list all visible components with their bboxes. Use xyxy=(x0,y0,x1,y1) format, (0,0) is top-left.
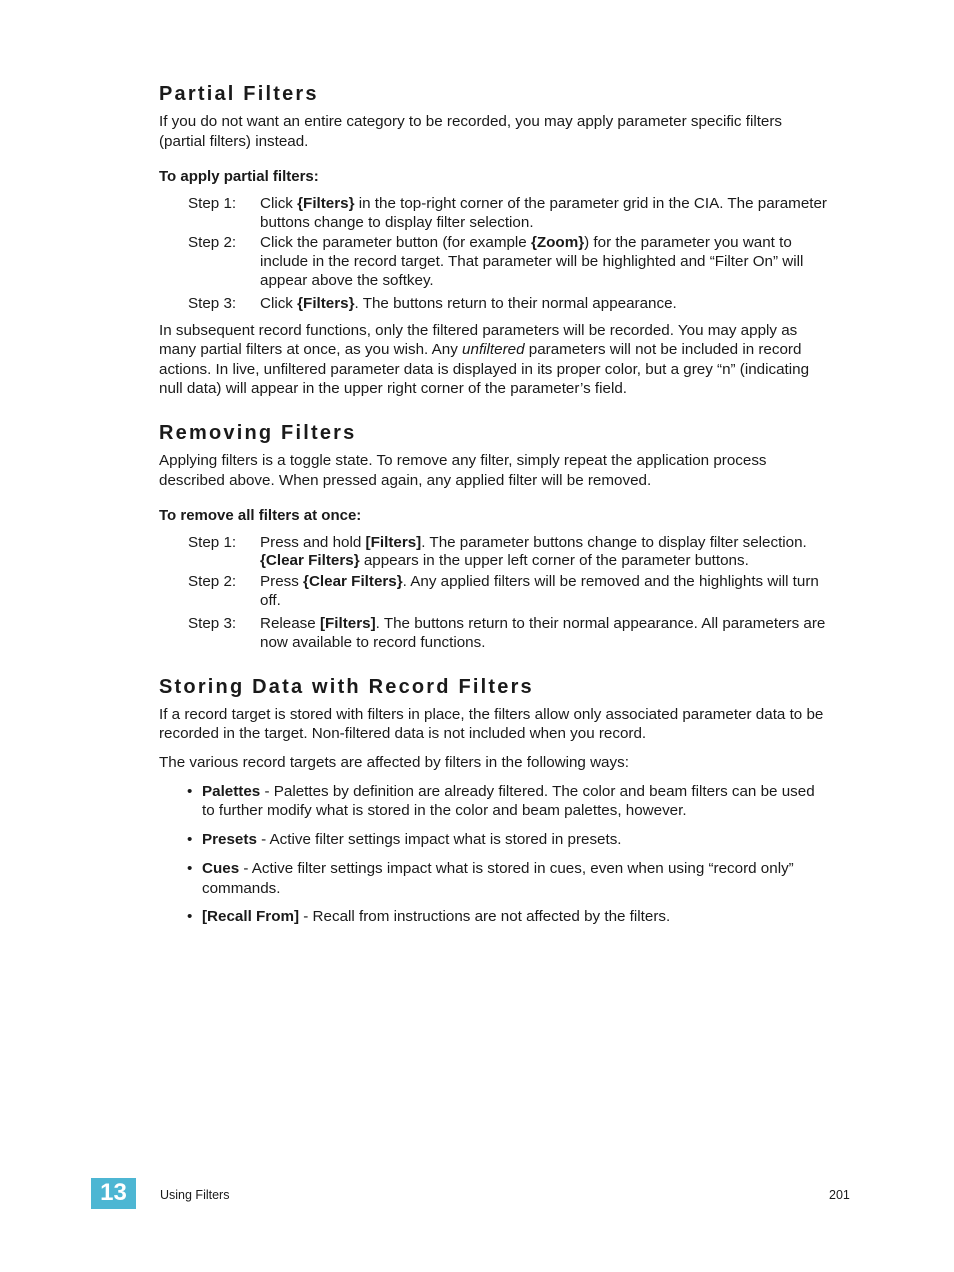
step-label: Step 3: xyxy=(188,295,237,312)
removing-step-3: Release [Filters]. The buttons return to their normal appearance. All parameters are xyxy=(260,615,826,632)
step-label: Step 1: xyxy=(188,195,237,212)
storing-intro-line-2: recorded in the target. Non-filtered data is not included when you record. xyxy=(159,725,647,742)
list-item-cues: Cues - Active filter settings impact what is stored in cues, even when using “record only” xyxy=(202,860,794,877)
storing-intro-line-1: If a record target is stored with filters in place, the filters allow only associated parameter data to be xyxy=(159,706,824,723)
list-item-palettes-cont: to further modify what is stored in the color and beam palettes, however. xyxy=(202,802,687,819)
step-label: Step 2: xyxy=(188,573,237,590)
partial-step-3: Click {Filters}. The buttons return to their normal appearance. xyxy=(260,295,677,312)
step-label: Step 3: xyxy=(188,615,237,632)
storing-intro-line-3: The various record targets are affected by filters in the following ways: xyxy=(159,754,629,771)
removing-step-3-cont: now available to record functions. xyxy=(260,634,486,651)
page-number: 201 xyxy=(829,1188,850,1202)
bullet-icon: • xyxy=(187,831,193,848)
removing-step-1: Press and hold [Filters]. The parameter buttons change to display filter selection. xyxy=(260,534,807,551)
partial-step-1: Click {Filters} in the top-right corner of the parameter grid in the CIA. The parameter xyxy=(260,195,827,212)
bullet-icon: • xyxy=(187,908,193,925)
bullet-icon: • xyxy=(187,860,193,877)
heading-partial-filters: Partial Filters xyxy=(159,83,319,105)
partial-step-2-cont: appear above the softkey. xyxy=(260,272,434,289)
removing-intro-line-1: Applying filters is a toggle state. To remove any filter, simply repeat the application process xyxy=(159,452,767,469)
list-item-cues-cont: commands. xyxy=(202,880,281,897)
list-item-recall-from: [Recall From] - Recall from instructions are not affected by the filters. xyxy=(202,908,671,925)
partial-para-line-4: null data) will appear in the upper right corner of the parameter’s field. xyxy=(159,380,627,397)
step-label: Step 2: xyxy=(188,234,237,251)
removing-step-1-cont: {Clear Filters} appears in the upper left corner of the parameter buttons. xyxy=(260,552,749,569)
removing-intro-line-2: described above. When pressed again, any applied filter will be removed. xyxy=(159,472,652,489)
partial-step-2: Click the parameter button (for example {Zoom}) for the parameter you want to xyxy=(260,234,792,251)
removing-step-2: Press {Clear Filters}. Any applied filters will be removed and the highlights will turn xyxy=(260,573,819,590)
partial-para-line-2: many partial filters at once, as you wish. Any unfiltered parameters will not be included in record xyxy=(159,341,802,358)
removing-lead: To remove all filters at once: xyxy=(159,507,362,524)
bullet-icon: • xyxy=(187,783,193,800)
list-item-presets: Presets - Active filter settings impact what is stored in presets. xyxy=(202,831,622,848)
partial-para-line-3: actions. In live, unfiltered parameter data is displayed in its proper color, but a grey “n” (indicating xyxy=(159,361,810,378)
partial-para-line-1: In subsequent record functions, only the filtered parameters will be recorded. You may apply as xyxy=(159,322,798,339)
partial-step-2-cont: include in the record target. That parameter will be highlighted and “Filter On” will xyxy=(260,253,804,270)
partial-intro-line-1: If you do not want an entire category to be recorded, you may apply parameter specific filters xyxy=(159,113,783,130)
removing-step-2-cont: off. xyxy=(260,592,281,609)
heading-removing-filters: Removing Filters xyxy=(159,422,357,444)
footer-section-title: Using Filters xyxy=(160,1188,230,1202)
chapter-number-badge: 13 xyxy=(91,1178,136,1209)
heading-storing-data: Storing Data with Record Filters xyxy=(159,676,534,698)
step-label: Step 1: xyxy=(188,534,237,551)
partial-lead: To apply partial filters: xyxy=(159,168,319,185)
partial-intro-line-2: (partial filters) instead. xyxy=(159,133,309,150)
list-item-palettes: Palettes - Palettes by definition are already filtered. The color and beam filters can be used xyxy=(202,783,815,800)
partial-step-1-cont: buttons change to display filter selection. xyxy=(260,214,534,231)
